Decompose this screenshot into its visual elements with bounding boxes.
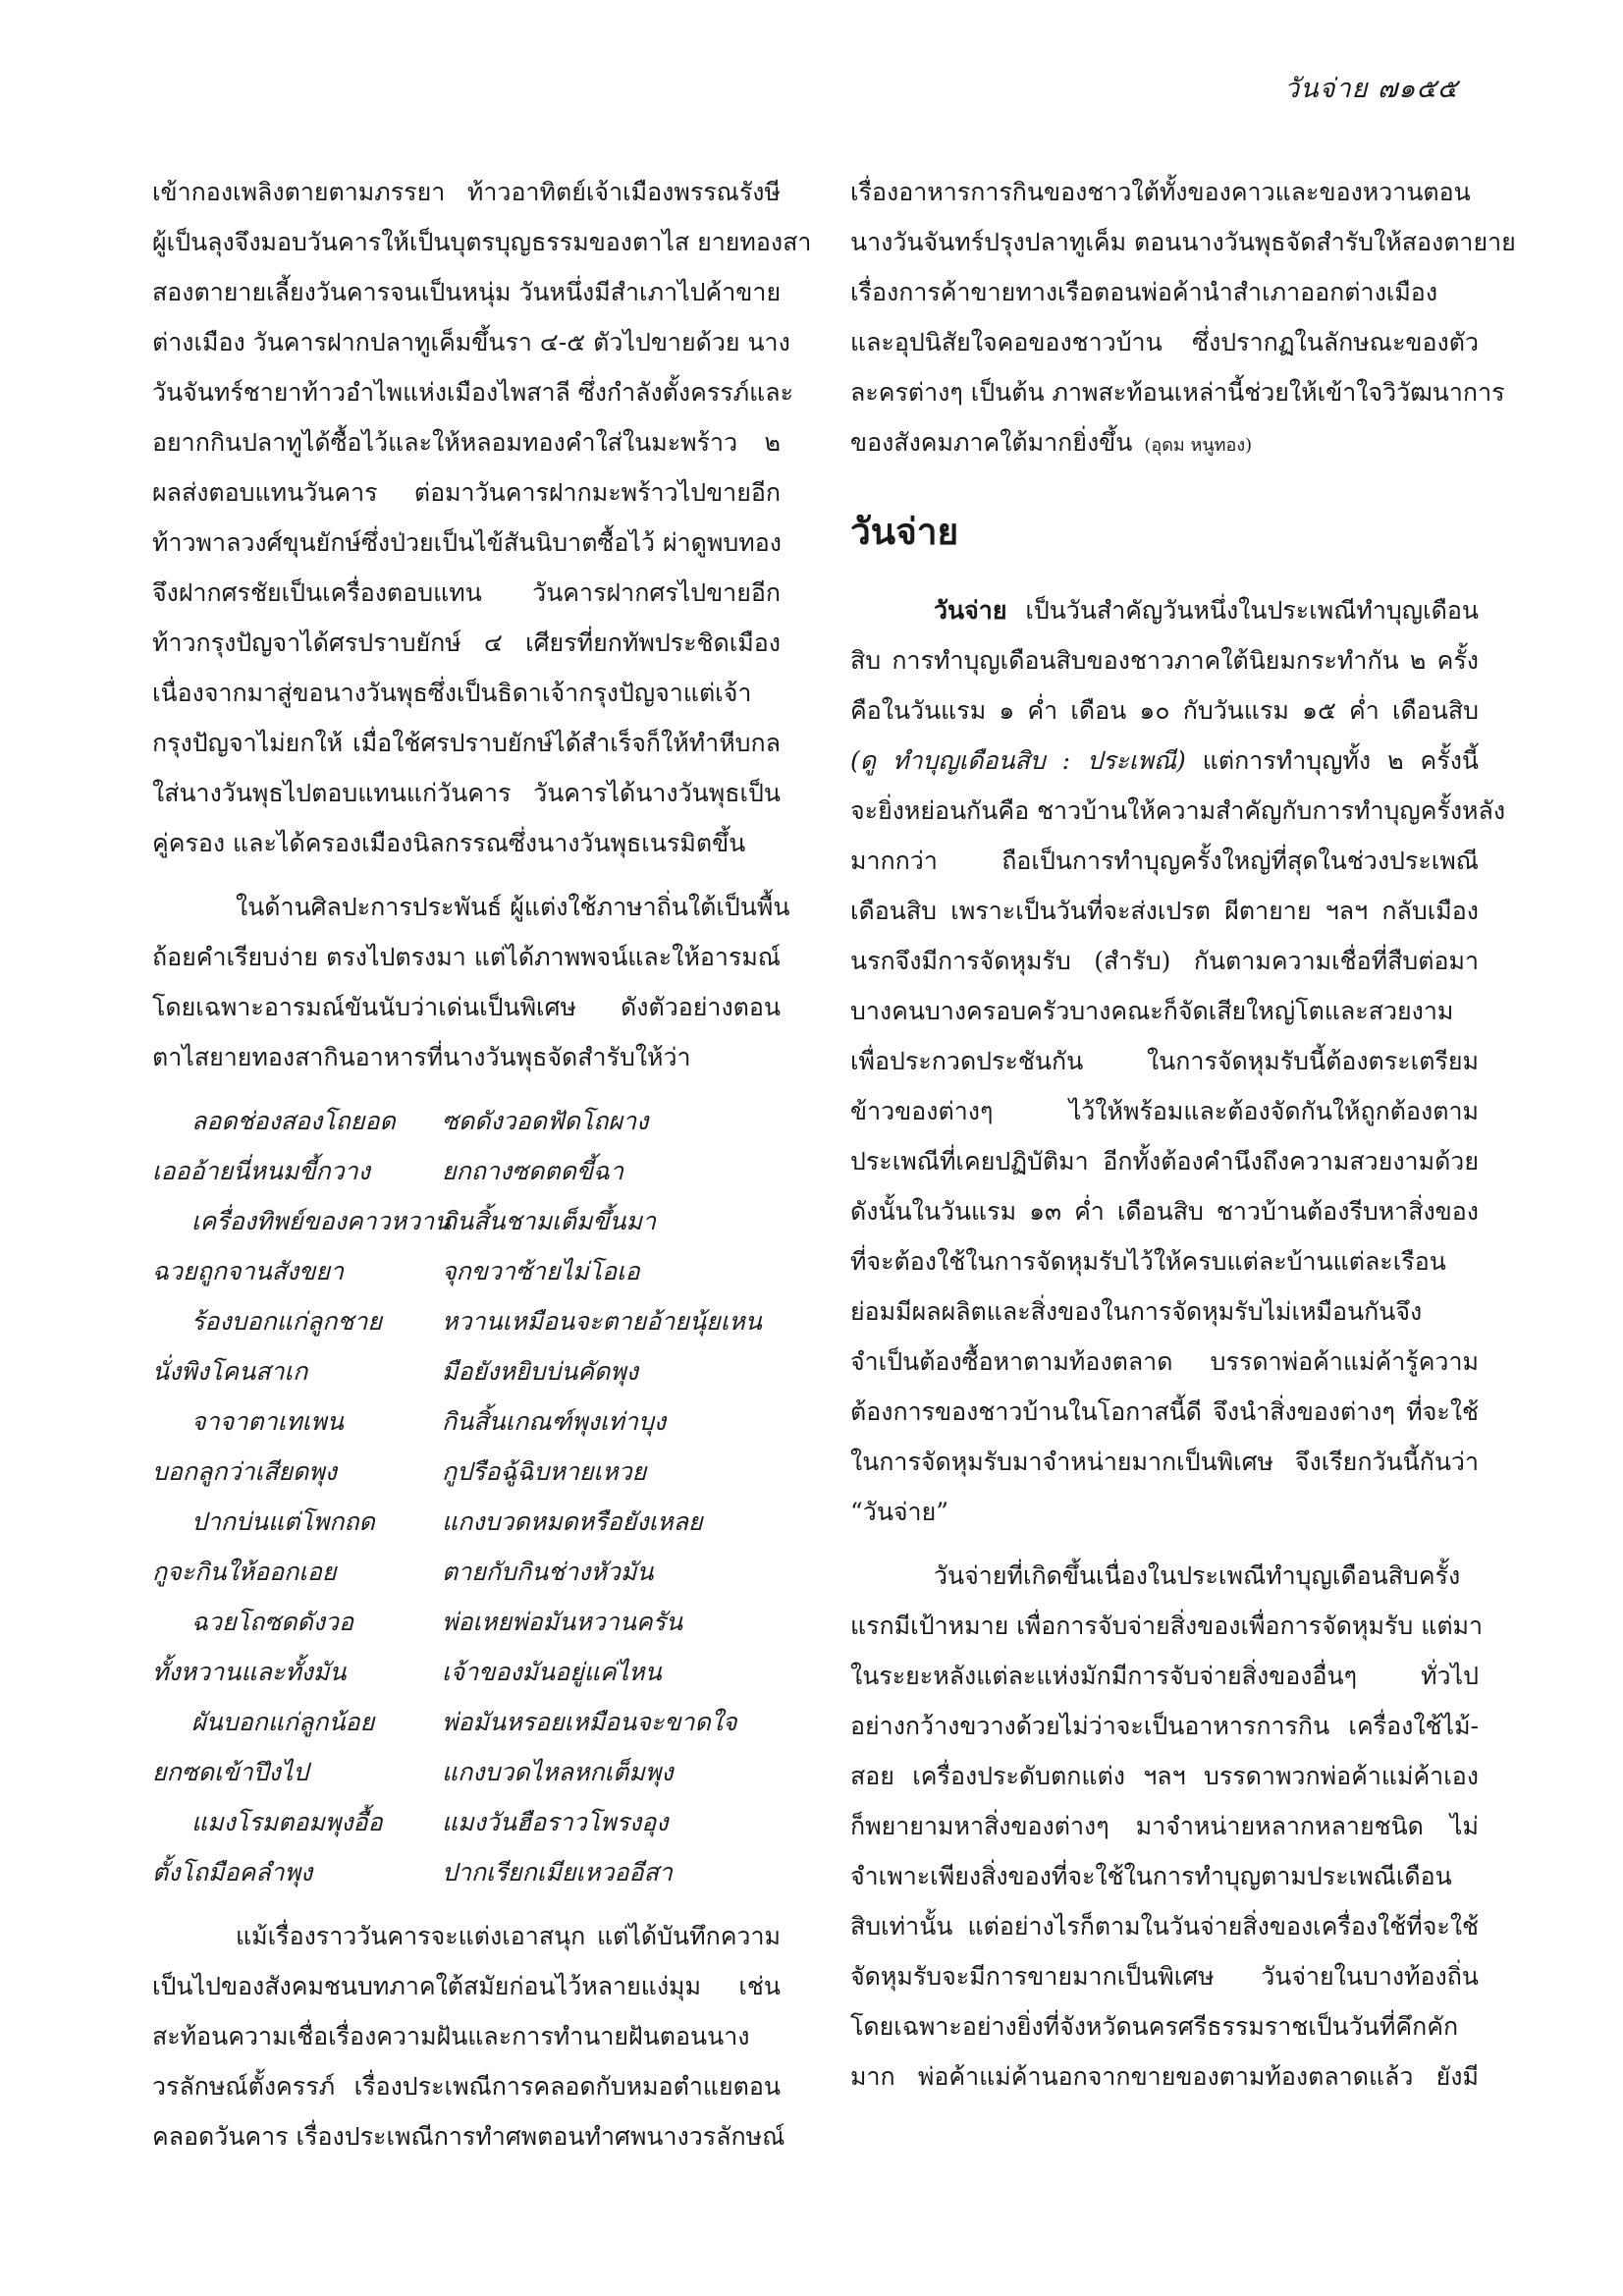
text-line: เรื่องอาหารการกินของชาวใต้ทั้งของคาวและของหวานตอน [850, 178, 1471, 206]
verse-line-second: ปากเรียกเมียเหวออีสา [442, 1858, 673, 1886]
text-line: ถ้อยคำเรียบง่าย ตรงไปตรงมา แต่ได้ภาพพจน์และให้อารมณ์ [152, 943, 781, 971]
verse-line-second: พ่อเหยพ่อมันหวานครัน [442, 1608, 683, 1636]
verse-line-first: ทั้งหวานและทั้งมัน [152, 1658, 347, 1686]
text-line: คู่ครอง และได้ครองเมืองนิลกรรณซึ่งนางวันพุธเนรมิตขึ้น [152, 829, 746, 857]
text-span: แต่การทำบุญทั้ง ๒ ครั้งนี้ [1185, 746, 1480, 775]
text-line: ผู้เป็นลุงจึงมอบวันคารให้เป็นบุตรบุญธรรมของตาไส ยายทองสา [152, 228, 812, 256]
verse-line-second: หวานเหมือนจะตายอ้ายนุ้ยเหน [442, 1307, 762, 1336]
author-attribution: (อุดม หนูทอง) [1144, 435, 1253, 456]
text-line [850, 417, 1479, 467]
text-line: ท้าวกรุงปัญจาได้ศรปราบยักษ์ ๔ เศียรที่ยกทัพประชิดเมือง [152, 629, 781, 657]
text-line: ต่างเมือง วันคารฝากปลาทูเค็มขึ้นรา ๔-๕ ตัวไปขายด้วย นาง [152, 328, 790, 356]
verse-line-second: ตายกับกินช่างหัวมัน [442, 1558, 654, 1586]
text-line: เรื่องการค้าขายทางเรือตอนพ่อค้านำสำเภาออกต่างเมือง [850, 278, 1438, 306]
text-line: ข้าวของต่างๆ ไว้ให้พร้อมและต้องจัดกันให้ถูกต้องตาม [850, 1097, 1479, 1125]
verse-line-first: เครื่องทิพย์ของคาวหวาน [191, 1207, 452, 1235]
verse-line-first: นั่งพิงโคนสาเก [152, 1357, 308, 1386]
text-line: อย่างกว้างขวางด้วยไม่ว่าจะเป็นอาหารการกิน เครื่องใช้ไม้- [850, 1712, 1479, 1740]
text-line [850, 585, 1479, 635]
term-bold: วันจ่าย [934, 596, 1007, 625]
cross-reference-link[interactable]: (ดู ทำบุญเดือนสิบ : ประเพณี) [850, 746, 1186, 775]
verse-line-second: ซดดังวอดฟัดโถผาง [442, 1107, 649, 1135]
text-line: เป็นไปของสังคมชนบทภาคใต้สมัยก่อนไว้หลายแง่มุม เช่น [152, 1972, 781, 2000]
text-line: นรกจึงมีการจัดหุมรับ (สำรับ) กันตามความเชื่อที่สืบต่อมา [850, 947, 1479, 975]
paragraph-wanchai-definition [850, 585, 1506, 1537]
text-line: วันจ่ายที่เกิดขึ้นเนื่องในประเพณีทำบุญเดือนสิบครั้ง [934, 1561, 1461, 1590]
text-line: มาก พ่อค้าแม่ค้านอกจากขายของตามท้องตลาดแล้ว ยังมี [850, 2062, 1479, 2091]
text-line: คลอดวันคาร เรื่องประเพณีการทำศพตอนทำศพนางวรลักษณ์ [152, 2122, 785, 2151]
text-line: ในระยะหลังแต่ละแห่งมักมีการจับจ่ายสิ่งของอื่นๆ ทั่วไป [850, 1662, 1479, 1690]
text-line: จะยิ่งหย่อนกันคือ ชาวบ้านให้ความสำคัญกับการทำบุญครั้งหลัง [850, 796, 1506, 825]
verse-line-first: ฉวยโถซดดังวอ [191, 1608, 353, 1636]
text-line: สิบ การทำบุญเดือนสิบของชาวภาคใต้นิยมกระทำกัน ๒ ครั้ง [850, 646, 1479, 675]
verse-line-second: กินสิ้นเกณฑ์พุงเท่าบุง [442, 1407, 667, 1436]
text-line: จึงฝากศรชัยเป็นเครื่องตอบแทน วันคารฝากศรไปขายอีก [152, 578, 781, 607]
text-line: ท้าวพาลวงศ์ขุนยักษ์ซึ่งป่วยเป็นไข้สันนิบาตซื้อไว้ ผ่าดูพบทอง [152, 528, 782, 557]
verse-line-first: ตั้งโถมือคลำพุง [152, 1858, 313, 1886]
text-line: จำเป็นต้องซื้อหาตามท้องตลาด บรรดาพ่อค้าแม่ค้ารู้ความ [850, 1347, 1479, 1376]
text-line: ก็พยายามหาสิ่งของต่างๆ มาจำหน่ายหลากหลายชนิด ไม่ [850, 1812, 1479, 1840]
text-line: แรกมีเป้าหมาย เพื่อการจับจ่ายสิ่งของเพื่อการจัดหุมรับ แต่มา [850, 1612, 1484, 1640]
text-line: แม้เรื่องราววันคารจะแต่งเอาสนุก แต่ได้บันทึกความ [236, 1922, 781, 1950]
text-line: เนื่องจากมาสู่ขอนางวันพุธซึ่งเป็นธิดาเจ้ากรุงปัญจาแต่เจ้า [152, 679, 752, 707]
verse-excerpt [152, 1096, 781, 1897]
verse-line-first: จาจาตาเทเพน [191, 1407, 344, 1436]
verse-line-second: พ่อมันหรอยเหมือนจะขาดใจ [442, 1708, 737, 1736]
verse-line-first: ยกซดเข้าปึงไป [152, 1758, 309, 1786]
text-line: สะท้อนความเชื่อเรื่องความฝันและการทำนายฝันตอนนาง [152, 2022, 750, 2050]
text-line: สองตายายเลี้ยงวันคารจนเป็นหนุ่ม วันหนึ่งมีสำเภาไปค้าขาย [152, 278, 782, 306]
verse-line-second: มือยังหยิบบ่นคัดพุง [442, 1357, 638, 1386]
running-head: วันจ่าย ๗๑๕๕ [1284, 74, 1459, 104]
text-line: มากกว่า ถือเป็นการทำบุญครั้งใหญ่ที่สุดในช่วงประเพณี [850, 847, 1479, 875]
verse-line-first: ฉวยถูกจานสังขยา [152, 1257, 345, 1285]
text-line: ตาไสยายทองสากินอาหารที่นางวันพุธจัดสำรับให้ว่า [152, 1043, 691, 1071]
verse-line-first: แมงโรมตอมพุงอื้อ [191, 1808, 383, 1836]
verse-line-second: แมงวันฮือราวโพรงอุง [442, 1808, 669, 1836]
text-line: ผลส่งตอบแทนวันคาร ต่อมาวันคารฝากมะพร้าวไปขายอีก [152, 478, 781, 507]
text-span: เป็นวันสำคัญวันหนึ่งในประเพณีทำบุญเดือน [1006, 596, 1479, 625]
paragraph-literary-style [152, 882, 790, 1082]
verse-line-first: ร้องบอกแก่ลูกชาย [191, 1307, 383, 1336]
verse-line-first: กูจะกินให้ออกเอย [152, 1558, 337, 1586]
verse-line-second: กูปรือฉู้ฉิบหายเหวย [442, 1457, 647, 1486]
paragraph-social-reflection [152, 1911, 785, 2161]
text-line [850, 736, 1479, 786]
text-span: ของสังคมภาคใต้มากยิ่งขึ้น [850, 428, 1133, 457]
text-line: ในการจัดหุมรับมาจำหน่ายมากเป็นพิเศษ จึงเรียกวันนี้กันว่า [850, 1448, 1479, 1476]
paragraph-wankan-story [152, 167, 812, 868]
text-line: ย่อมมีผลผลิตและสิ่งของในการจัดหุมรับไม่เหมือนกันจึง [850, 1297, 1423, 1326]
verse-line-second: จุกขวาซ้ายไม่โอเอ [442, 1257, 640, 1285]
verse-line-first: เอออ้ายนี่หนมขี้กวาง [152, 1157, 370, 1185]
paragraph-wanchai-evolution [850, 1551, 1484, 2102]
text-line: วันจันทร์ชายาท้าวอำไพแห่งเมืองไพสาลี ซึ่งกำลังตั้งครรภ์และ [152, 378, 794, 407]
text-line: ที่จะต้องใช้ในการจัดหุมรับไว้ให้ครบแต่ละบ้านแต่ละเรือน [850, 1247, 1446, 1276]
verse-line-first: ลอดช่องสองโถยอด [191, 1107, 396, 1135]
left-column [152, 167, 812, 2161]
text-line: เพื่อประกวดประชันกัน ในการจัดหุมรับนี้ต้องตระเตรียม [850, 1047, 1479, 1075]
right-column [850, 167, 1516, 2102]
text-line: จำเพาะเพียงสิ่งของที่จะใช้ในการทำบุญตามประเพณีเดือน [850, 1862, 1452, 1890]
text-line: เดือนสิบ เพราะเป็นวันที่จะส่งเปรต ผีตายาย ฯลฯ กลับเมือง [850, 897, 1479, 925]
verse-line-first: ปากบ่นแต่โพกถด [191, 1507, 375, 1536]
text-line: ละครต่างๆ เป็นต้น ภาพสะท้อนเหล่านี้ช่วยให้เข้าใจวิวัฒนาการ [850, 378, 1505, 407]
text-line: และอุปนิสัยใจคอของชาวบ้าน ซึ่งปรากฏในลักษณะของตัว [850, 328, 1479, 356]
text-line: อยากกินปลาทูได้ซื้อไว้และให้หลอมทองคำใส่ในมะพร้าว ๒ [152, 428, 781, 457]
verse-line-first: บอกลูกว่าเสียดพุง [152, 1457, 337, 1486]
text-line: ดังนั้นในวันแรม ๑๓ ค่ำ เดือนสิบ ชาวบ้านต้องรีบหาสิ่งของ [850, 1197, 1479, 1226]
verse-line-second: แกงบวดหมดหรือยังเหลย [442, 1507, 703, 1536]
text-line: วรลักษณ์ตั้งครรภ์ เรื่องประเพณีการคลอดกับหมอตำแยตอน [152, 2072, 781, 2101]
text-line: นางวันจันทร์ปรุงปลาทูเค็ม ตอนนางวันพุธจัดสำรับให้สองตายาย [850, 228, 1516, 256]
paragraph-continuation [850, 167, 1516, 467]
text-line: สอย เครื่องประดับตกแต่ง ฯลฯ บรรดาพวกพ่อค้าแม่ค้าเอง [850, 1762, 1479, 1790]
text-line: ประเพณีที่เคยปฏิบัติมา อีกทั้งต้องคำนึงถึงความสวยงามด้วย [850, 1147, 1479, 1175]
verse-line-second: แกงบวดไหลหกเต็มพุง [442, 1758, 674, 1786]
text-line: โดยเฉพาะอารมณ์ขันนับว่าเด่นเป็นพิเศษ ดังตัวอย่างตอน [152, 993, 781, 1021]
text-line: บางคนบางครอบครัวบางคณะก็จัดเสียใหญ่โตและสวยงาม [850, 997, 1454, 1025]
verse-line-second: ยกถางซดตดขี้ฉา [442, 1157, 623, 1185]
text-line: จัดหุมรับจะมีการขายมากเป็นพิเศษ วันจ่ายในบางท้องถิ่น [850, 1962, 1479, 1991]
verse-line-second: เจ้าของมันอยู่แค่ไหน [442, 1658, 662, 1686]
text-line: ต้องการของชาวบ้านในโอกาสนี้ดี จึงนำสิ่งของต่างๆ ที่จะใช้ [850, 1397, 1479, 1426]
entry-heading: วันจ่าย [850, 510, 959, 553]
text-line: ในด้านศิลปะการประพันธ์ ผู้แต่งใช้ภาษาถิ่นใต้เป็นพื้น [236, 893, 790, 921]
verse-line-second: กินสิ้นชามเต็มขึ้นมา [442, 1207, 657, 1235]
verse-line-first: ผันบอกแก่ลูกน้อย [191, 1708, 375, 1736]
text-line: คือในวันแรม ๑ ค่ำ เดือน ๑๐ กับวันแรม ๑๕ ค่ำ เดือนสิบ [850, 696, 1479, 725]
text-line: สิบเท่านั้น แต่อย่างไรก็ตามในวันจ่ายสิ่งของเครื่องใช้ที่จะใช้ [850, 1912, 1479, 1941]
text-line: “วันจ่าย” [850, 1498, 949, 1526]
text-line: เข้ากองเพลิงตายตามภรรยา ท้าวอาทิตย์เจ้าเมืองพรรณรังษี [152, 178, 781, 206]
text-line: กรุงปัญจาไม่ยกให้ เมื่อใช้ศรปราบยักษ์ได้สำเร็จก็ให้ทำหีบกล [152, 729, 781, 757]
text-line: ใส่นางวันพุธไปตอบแทนแก่วันคาร วันคารได้นางวันพุธเป็น [152, 779, 781, 807]
text-line: โดยเฉพาะอย่างยิ่งที่จังหวัดนครศรีธรรมราชเป็นวันที่คึกคัก [850, 2012, 1459, 2041]
